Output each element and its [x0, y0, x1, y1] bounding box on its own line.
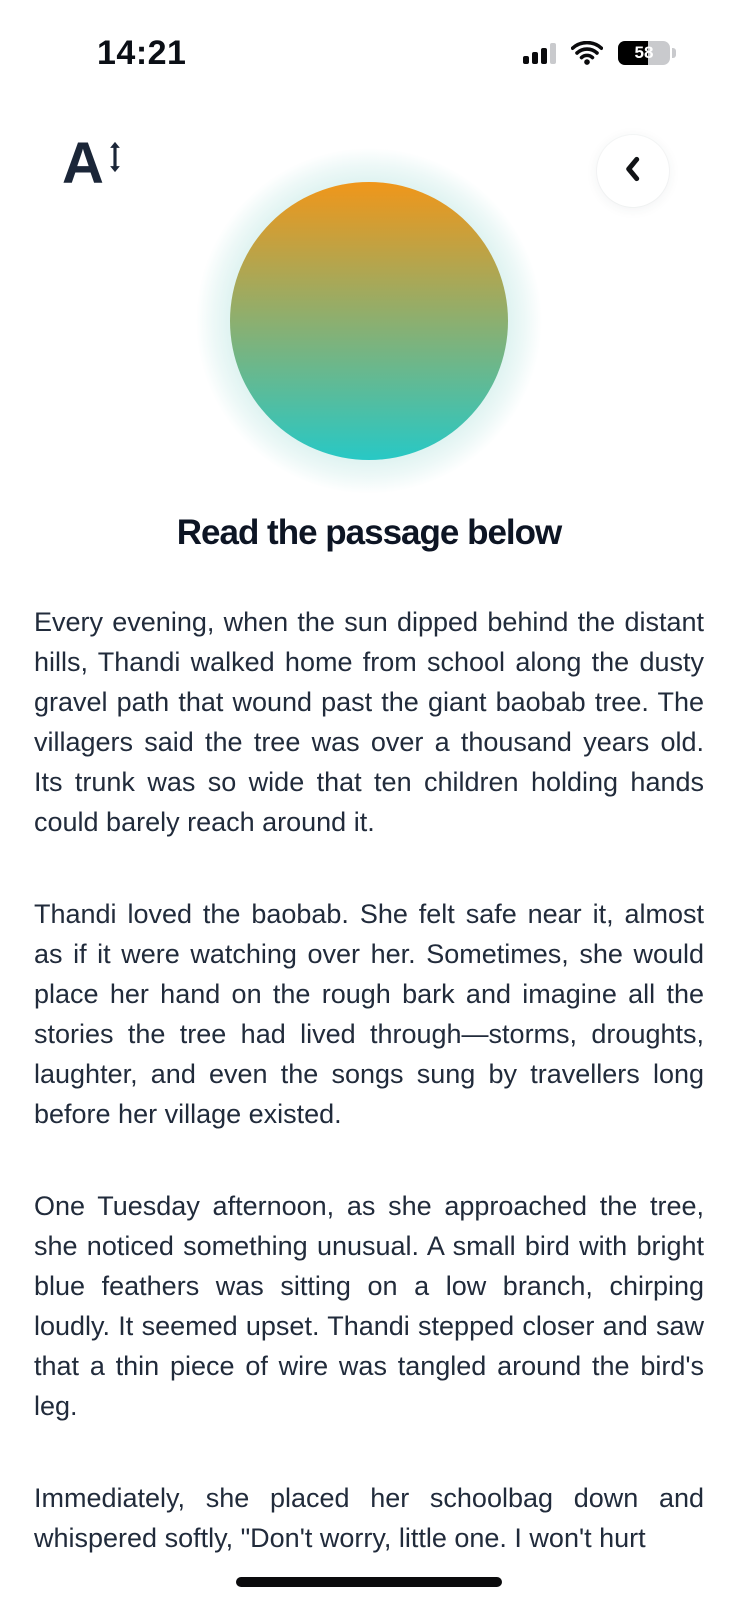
orb-glow	[196, 148, 542, 494]
passage-paragraph: Thandi loved the baobab. She felt safe near it, almost as if it were watching over her. Sometimes, she would place her hand on the rough bark and imagine all the stories the tree had lived through—storms, droughts, laughter, and even the songs sung by travellers long before her village existed.	[34, 899, 704, 1129]
chevron-left-icon	[620, 154, 646, 189]
passage-paragraph: Immediately, she placed her schoolbag down and whispered softly, "Don't worry, little one. I won't hurt	[34, 1483, 704, 1553]
battery-icon	[618, 41, 676, 65]
passage-paragraph: One Tuesday afternoon, as she approached the tree, she noticed something unusual. A small bird with bright blue feathers was sitting on a low branch, chirping loudly. It seemed upset. Thandi stepped closer and saw that a thin piece of wire was tangled around the bird's leg.	[34, 1191, 704, 1421]
cellular-signal-icon	[523, 43, 556, 64]
gradient-orb	[230, 182, 508, 460]
back-button[interactable]	[597, 135, 669, 207]
passage-paragraph: Every evening, when the sun dipped behind the distant hills, Thandi walked home from school along the dusty gravel path that wound past the giant baobab tree. The villagers said the tree was over a thousand years old. Its trunk was so wide that ten children holding hands could barely reach around it.	[34, 607, 704, 837]
battery-nub	[672, 48, 676, 58]
status-icons	[523, 41, 676, 65]
status-bar	[0, 0, 738, 92]
page-title: Read the passage below	[176, 513, 562, 552]
home-indicator[interactable]	[236, 1577, 502, 1587]
passage-text	[34, 602, 704, 1610]
wifi-icon	[571, 41, 603, 65]
battery-percent: 58	[634, 43, 654, 62]
text-size-a-glyph: A	[62, 131, 104, 196]
text-size-button[interactable]	[62, 131, 124, 196]
status-time: 14:21	[97, 33, 187, 72]
text-size-adjust-icon	[106, 140, 124, 179]
